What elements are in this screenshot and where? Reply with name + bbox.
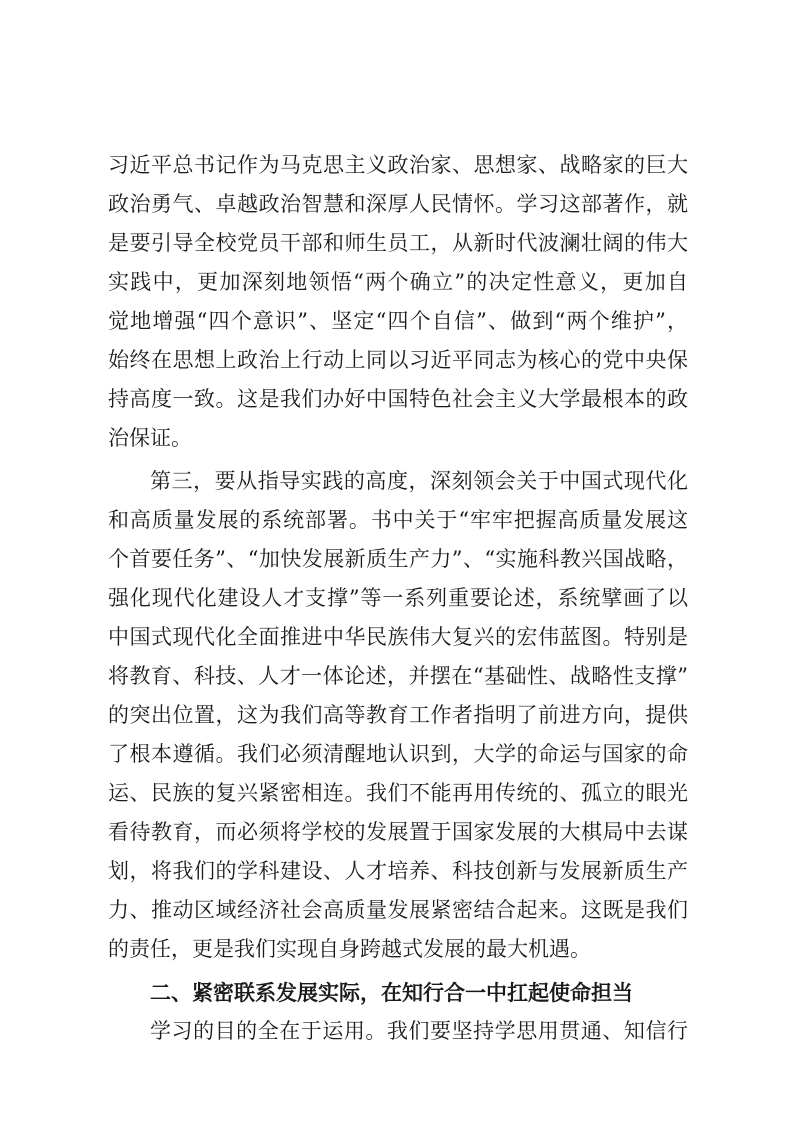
text-line: 实践中，更加深刻地领悟“两个确立”的决定性意义，更加自 (108, 270, 688, 294)
text-line: 始终在思想上政治上行动上同以习近平同志为核心的党中央保 (108, 348, 688, 372)
text-line: 个首要任务”、“加快发展新质生产力”、“实施科教兴国战略， (108, 547, 688, 571)
text-line: 的责任，更是我们实现自身跨越式发展的最大机遇。 (108, 937, 591, 961)
text-line: 运、民族的复兴紧密相连。我们不能再用传统的、孤立的眼光 (108, 781, 688, 805)
text-line: 学习的目的全在于运用。我们要坚持学思用贯通、知信行 (150, 1019, 688, 1043)
text-line: 的突出位置，这为我们高等教育工作者指明了前进方向，提供 (108, 703, 688, 727)
text-line: 看待教育，而必须将学校的发展置于国家发展的大棋局中去谋 (108, 820, 688, 844)
text-line: 习近平总书记作为马克思主义政治家、思想家、战略家的巨大 (108, 153, 688, 177)
text-line: 第三，要从指导实践的高度，深刻领会关于中国式现代化 (150, 469, 688, 493)
text-line: 了根本遵循。我们必须清醒地认识到，大学的命运与国家的命 (108, 742, 688, 766)
paragraph-1 (108, 146, 688, 458)
text-line: 力、推动区域经济社会高质量发展紧密结合起来。这既是我们 (108, 898, 688, 922)
text-line: 政治勇气、卓越政治智慧和深厚人民情怀。学习这部著作，就 (108, 192, 688, 216)
text-line: 和高质量发展的系统部署。书中关于“牢牢把握高质量发展这 (108, 508, 688, 532)
text-line: 是要引导全校党员干部和师生员工，从新时代波澜壮阔的伟大 (108, 231, 688, 255)
paragraph-2 (108, 462, 688, 969)
text-line: 中国式现代化全面推进中华民族伟大复兴的宏伟蓝图。特别是 (108, 625, 688, 649)
document-body (108, 146, 688, 1051)
section-heading: 二、紧密联系发展实际，在知行合一中扛起使命担当 (150, 980, 633, 1005)
text-line: 持高度一致。这是我们办好中国特色社会主义大学最根本的政 (108, 387, 688, 411)
text-line: 将教育、科技、人才一体论述，并摆在“基础性、战略性支撑” (108, 664, 688, 688)
text-line: 觉地增强“四个意识”、坚定“四个自信”、做到“两个维护”， (108, 309, 688, 333)
text-line: 治保证。 (108, 426, 192, 450)
text-line: 强化现代化建设人才支撑”等一系列重要论述，系统擘画了以 (108, 586, 688, 610)
text-line: 划，将我们的学科建设、人才培养、科技创新与发展新质生产 (108, 859, 688, 883)
